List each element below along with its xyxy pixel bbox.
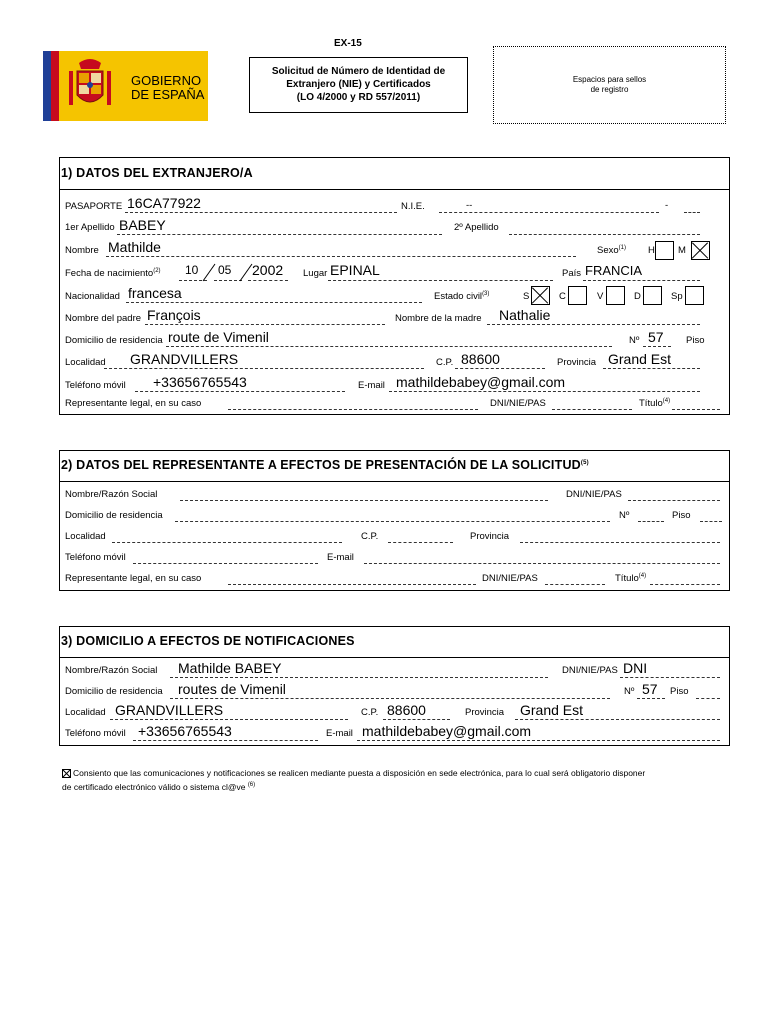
section-2-divider <box>59 481 730 482</box>
s3-nombre-line <box>170 677 548 678</box>
pasaporte-line <box>125 212 397 213</box>
titulo-label <box>639 398 670 409</box>
provincia-value[interactable]: Grand Est <box>608 351 672 367</box>
nacionalidad-value[interactable]: francesa <box>128 285 182 301</box>
estado-text: Estado civil <box>434 291 483 303</box>
nombre-line <box>106 256 576 257</box>
s2-num-line[interactable] <box>638 521 664 522</box>
domicilio-value[interactable]: route de Vimenil <box>168 329 269 345</box>
apellido2-line[interactable] <box>509 234 700 235</box>
s3-domicilio-line <box>170 698 610 699</box>
s3-nombre-value[interactable]: Mathilde BABEY <box>178 660 282 676</box>
estado-s-checkbox[interactable] <box>531 286 550 305</box>
num-label: Nº <box>629 335 640 346</box>
s3-dni-label: DNI/NIE/PAS <box>562 665 618 676</box>
s3-domicilio-value[interactable]: routes de Vimenil <box>178 681 286 697</box>
sexo-h-checkbox[interactable] <box>655 241 674 260</box>
email-label: E-mail <box>358 380 385 391</box>
sexo-h-label: H <box>648 245 655 256</box>
s3-provincia-label: Provincia <box>465 707 505 718</box>
fecha-text: Fecha de nacimiento <box>65 268 154 280</box>
s2-nombre-label: Nombre/Razón Social <box>65 489 158 500</box>
flag-stripe-red <box>51 51 59 121</box>
s3-dni-line <box>620 677 720 678</box>
s2-titulo-note: (4) <box>638 573 647 579</box>
s2-telefono-label: Teléfono móvil <box>65 552 126 563</box>
pais-label: País <box>562 268 582 279</box>
nombre-value[interactable]: Mathilde <box>108 239 161 255</box>
form-code: EX-15 <box>334 38 362 49</box>
section-1-title: 1) DATOS DEL EXTRANJERO/A <box>61 166 253 180</box>
titulo-text: Título <box>639 398 663 410</box>
s3-piso-label: Piso <box>670 686 689 697</box>
rep-dni-line[interactable] <box>552 409 632 410</box>
s2-email-label: E-mail <box>327 552 354 563</box>
estado-v-checkbox[interactable] <box>606 286 625 305</box>
date-slash-icon <box>201 262 217 282</box>
localidad-label: Localidad <box>65 357 106 368</box>
nie-line[interactable] <box>439 212 659 213</box>
s2-titulo-label <box>615 573 646 584</box>
stamp-text-1: Espacios para sellos <box>572 75 647 84</box>
fecha-yyyy[interactable]: 2002 <box>252 262 284 278</box>
s2-provincia-label: Provincia <box>470 531 510 542</box>
s2-localidad-label: Localidad <box>65 531 106 542</box>
domicilio-line <box>166 346 612 347</box>
s3-provincia-line <box>515 719 720 720</box>
rep-line[interactable] <box>228 409 478 410</box>
localidad-value[interactable]: GRANDVILLERS <box>130 351 239 367</box>
s2-telefono-line[interactable] <box>133 563 318 564</box>
fecha-yyyy-line <box>248 280 288 281</box>
telefono-line <box>135 391 345 392</box>
estado-sp-checkbox[interactable] <box>685 286 704 305</box>
s2-titulo-text: Título <box>615 573 639 585</box>
s3-telefono-value[interactable]: +33656765543 <box>138 723 232 739</box>
estado-s-label: S <box>523 291 530 302</box>
s2-dni-label: DNI/NIE/PAS <box>566 489 622 500</box>
provincia-line <box>603 368 700 369</box>
form-title-box <box>249 57 468 113</box>
s3-piso-line[interactable] <box>696 698 720 699</box>
telefono-label: Teléfono móvil <box>65 380 126 391</box>
s2-provincia-line[interactable] <box>520 542 720 543</box>
padre-label: Nombre del padre <box>65 313 142 324</box>
consent-note: (6) <box>247 782 256 789</box>
nie-dash: - <box>665 200 669 211</box>
s3-localidad-label: Localidad <box>65 707 106 718</box>
estado-d-label: D <box>634 291 641 302</box>
section-2-title-text: 2) DATOS DEL REPRESENTANTE A EFECTOS DE PRESENTACIÓN DE LA SOLICITUD <box>61 458 581 472</box>
telefono-value[interactable]: +33656765543 <box>153 374 247 390</box>
titulo-line[interactable] <box>672 409 720 410</box>
s3-email-value[interactable]: mathildebabey@gmail.com <box>362 723 532 739</box>
localidad-line <box>104 368 424 369</box>
cp-label: C.P. <box>436 357 454 368</box>
s2-email-line[interactable] <box>364 563 720 564</box>
num-value[interactable]: 57 <box>648 329 664 345</box>
section-1-divider <box>59 189 730 190</box>
cp-value[interactable]: 88600 <box>461 351 500 367</box>
estado-sp-label: Sp <box>671 291 683 302</box>
s3-email-line <box>357 740 720 741</box>
estado-c-label: C <box>559 291 566 302</box>
sexo-note: (1) <box>618 245 626 251</box>
pais-value[interactable]: FRANCIA <box>585 263 643 278</box>
provincia-label: Provincia <box>557 357 597 368</box>
s3-dni-value[interactable]: DNI <box>623 660 648 676</box>
sexo-m-label: M <box>678 245 686 256</box>
madre-line <box>487 324 700 325</box>
section-3-divider <box>59 657 730 658</box>
nacionalidad-line <box>126 302 422 303</box>
form-title-line2: Extranjero (NIE) y Certificados <box>286 79 431 90</box>
estado-c-checkbox[interactable] <box>568 286 587 305</box>
estado-note: (3) <box>482 291 490 297</box>
sexo-m-checkbox[interactable] <box>691 241 710 260</box>
section-2-title <box>61 458 589 472</box>
s2-rep-dni-line[interactable] <box>545 584 605 585</box>
s3-nombre-label: Nombre/Razón Social <box>65 665 158 676</box>
s2-nombre-line[interactable] <box>180 500 548 501</box>
apellido1-label: 1er Apellido <box>65 222 115 233</box>
lugar-line <box>328 280 553 281</box>
pais-line <box>583 280 700 281</box>
consent-checkbox[interactable] <box>62 769 71 778</box>
s3-cp-value[interactable]: 88600 <box>387 702 426 718</box>
estado-label <box>434 291 489 302</box>
email-value[interactable]: mathildebabey@gmail.com <box>396 374 566 390</box>
s2-titulo-line[interactable] <box>650 584 720 585</box>
s3-telefono-line <box>133 740 318 741</box>
s2-localidad-line[interactable] <box>112 542 342 543</box>
logo <box>43 51 208 121</box>
nacionalidad-label: Nacionalidad <box>65 291 120 302</box>
logo-text-1: GOBIERNO <box>131 73 202 88</box>
s3-localidad-value[interactable]: GRANDVILLERS <box>115 702 224 718</box>
s3-cp-label: C.P. <box>361 707 379 718</box>
registry-stamp-box <box>493 46 726 124</box>
lugar-value[interactable]: EPINAL <box>330 262 380 278</box>
s3-localidad-line <box>110 719 348 720</box>
stamp-text-2: de registro <box>590 85 629 94</box>
s2-domicilio-label: Domicilio de residencia <box>65 510 163 521</box>
fecha-label <box>65 268 161 279</box>
domicilio-label: Domicilio de residencia <box>65 335 163 346</box>
sexo-label <box>597 245 626 256</box>
padre-line <box>145 324 385 325</box>
s2-rep-dni-label: DNI/NIE/PAS <box>482 573 538 584</box>
rep-label: Representante legal, en su caso <box>65 398 202 409</box>
form-title-line1: Solicitud de Número de Identidad de <box>271 66 446 77</box>
padre-value[interactable]: François <box>147 307 201 323</box>
titulo-note: (4) <box>662 398 671 404</box>
consent-text-1: Consiento que las comunicaciones y notificaciones se realicen mediante puesta a disposición en sede electrónica, para lo cual será obligatorio disponer <box>73 768 646 778</box>
fecha-mm[interactable]: 05 <box>218 263 232 277</box>
s3-domicilio-label: Domicilio de residencia <box>65 686 163 697</box>
logo-text-2: DE ESPAÑA <box>131 87 205 102</box>
sexo-text: Sexo <box>597 245 619 257</box>
cp-line <box>455 368 545 369</box>
s2-rep-label: Representante legal, en su caso <box>65 573 202 584</box>
num-line <box>643 346 671 347</box>
apellido1-line <box>117 234 442 235</box>
s3-email-label: E-mail <box>326 728 353 739</box>
fecha-note: (2) <box>153 268 161 274</box>
s3-provincia-value[interactable]: Grand Est <box>520 702 584 718</box>
s3-num-value[interactable]: 57 <box>642 681 658 697</box>
s3-num-label: Nº <box>624 686 635 697</box>
pasaporte-label: PASAPORTE <box>65 201 123 212</box>
lugar-label: Lugar <box>303 268 328 279</box>
s2-domicilio-line[interactable] <box>175 521 610 522</box>
section-2-title-note: (5) <box>580 459 589 466</box>
estado-v-label: V <box>597 291 604 302</box>
apellido2-label: 2º Apellido <box>454 222 499 233</box>
s2-piso-line[interactable] <box>700 521 722 522</box>
nie-separator: -- <box>466 200 473 211</box>
estado-d-checkbox[interactable] <box>643 286 662 305</box>
s3-telefono-label: Teléfono móvil <box>65 728 126 739</box>
s3-num-line <box>637 698 665 699</box>
pasaporte-value[interactable]: 16CA77922 <box>127 195 201 211</box>
s2-rep-line[interactable] <box>228 584 476 585</box>
nie-label: N.I.E. <box>401 201 425 212</box>
consent-text-2 <box>62 782 255 792</box>
form-title-line3: (LO 4/2000 y RD 557/2011) <box>296 92 421 103</box>
consent-line2: de certificado electrónico válido o sistema cl@ve <box>62 782 246 792</box>
flag-stripe-icon <box>43 51 51 121</box>
madre-value[interactable]: Nathalie <box>499 307 551 323</box>
madre-label: Nombre de la madre <box>395 313 482 324</box>
rep-dni-label: DNI/NIE/PAS <box>490 398 546 409</box>
section-3-title: 3) DOMICILIO A EFECTOS DE NOTIFICACIONES <box>61 634 355 648</box>
piso-label: Piso <box>686 335 705 346</box>
s2-piso-label: Piso <box>672 510 691 521</box>
fecha-dd[interactable]: 10 <box>185 263 199 277</box>
nombre-label: Nombre <box>65 245 99 256</box>
s2-cp-label: C.P. <box>361 531 379 542</box>
nie-control-line[interactable] <box>684 212 700 213</box>
s2-dni-line[interactable] <box>628 500 720 501</box>
email-line <box>389 391 700 392</box>
s3-cp-line <box>383 719 450 720</box>
s2-cp-line[interactable] <box>388 542 453 543</box>
apellido1-value[interactable]: BABEY <box>119 217 166 233</box>
coat-of-arms-icon <box>65 57 115 115</box>
s2-num-label: Nº <box>619 510 630 521</box>
